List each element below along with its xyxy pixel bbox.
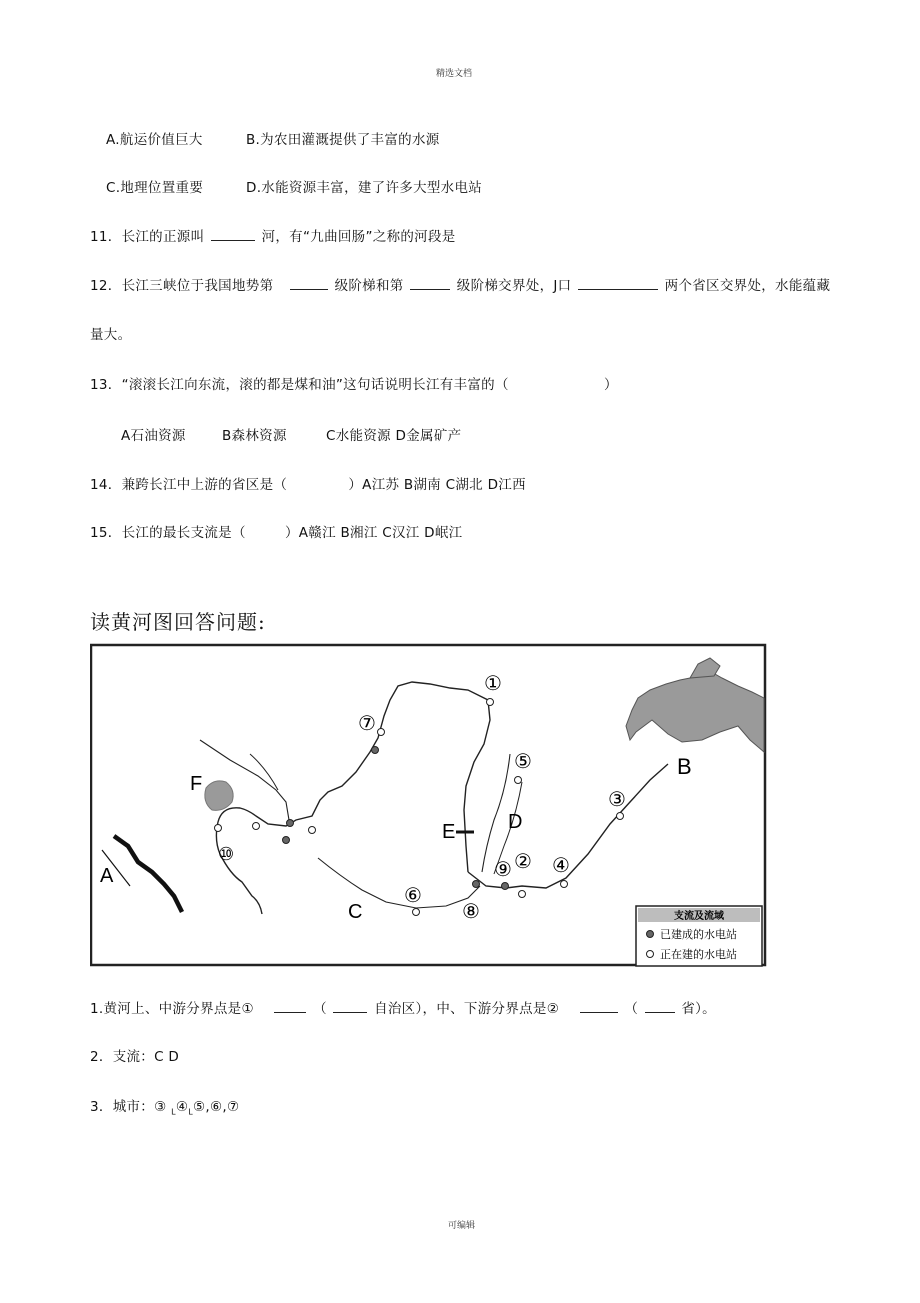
question-13-stem: 13．“滚滚长江向东流，滚的都是煤和油”这句话说明长江有丰富的（ <box>90 377 509 393</box>
legend-built-label: 已建成的水电站 <box>660 928 737 941</box>
answer-1-stem: 1.黄河上、中游分界点是① <box>90 1001 254 1017</box>
question-12-end: 两个省区交界处，水能蕴藏 <box>664 278 831 294</box>
answer-3-mid: ④ <box>175 1099 189 1115</box>
blank-11-1[interactable] <box>211 228 255 241</box>
blank-a1-4[interactable] <box>645 1000 675 1013</box>
legend-title: 支流及流域 <box>674 911 724 922</box>
answer-3-sep1: L <box>171 1107 176 1117</box>
map-number-9: ⑨ <box>494 857 512 881</box>
answer-1-paren2: （ <box>624 1001 639 1017</box>
answer-1-mid: 自治区），中、下游分界点是② <box>374 1001 560 1017</box>
station-open-2 <box>519 891 526 898</box>
question-14-stem: 14．兼跨长江中上游的省区是（ <box>90 477 288 493</box>
question-12-mid1: 级阶梯和第 <box>334 278 404 294</box>
station-open-6 <box>413 909 420 916</box>
blank-a1-1[interactable] <box>274 1000 306 1013</box>
question-12-line2: 量大。 <box>90 327 132 343</box>
map-number-10: ⑩ <box>218 844 235 865</box>
option-10-d: D.水能资源丰富，建了许多大型水电站 <box>246 180 483 196</box>
question-12-stem: 12．长江三峡位于我国地势第 <box>90 278 274 294</box>
station-open-5 <box>515 777 522 784</box>
blank-12-2[interactable] <box>410 277 450 290</box>
station-built-b <box>283 837 290 844</box>
answer-1-paren1: （ <box>313 1001 327 1017</box>
map-label-b: B <box>677 754 692 779</box>
map-legend <box>636 906 762 966</box>
map-number-1: ① <box>484 671 502 695</box>
legend-building-icon <box>647 951 654 958</box>
question-11-stem: 11．长江的正源叫 <box>90 229 205 245</box>
option-13-a: A石油资源 <box>121 428 186 444</box>
map-number-5: ⑤ <box>514 749 532 773</box>
option-10-a: A.航运价值巨大 <box>106 132 203 148</box>
answer-1 <box>90 997 716 1017</box>
option-13-cd: C水能资源 D金属矿产 <box>326 428 462 444</box>
map-number-8: ⑧ <box>462 899 480 923</box>
map-number-3: ③ <box>608 787 626 811</box>
question-12-mid2: 级阶梯交界处，J口 <box>456 278 572 294</box>
blank-a1-2[interactable] <box>333 1000 367 1013</box>
answer-3-end: ⑤,⑥,⑦ <box>193 1099 240 1115</box>
question-15-stem: 15．长江的最长支流是（ <box>90 525 246 541</box>
map-label-c: C <box>348 901 363 923</box>
map-number-7: ⑦ <box>358 711 376 735</box>
section-title: 读黄河图回答问题: <box>90 610 266 634</box>
station-open-3 <box>617 813 624 820</box>
station-built-a <box>287 820 294 827</box>
map-number-2: ② <box>514 849 532 873</box>
answer-3-sep2: L <box>188 1107 194 1117</box>
legend-built-icon <box>647 931 654 938</box>
option-13-b: B森林资源 <box>222 428 287 444</box>
station-open-4 <box>561 881 568 888</box>
map-label-d: D <box>508 811 523 833</box>
question-12 <box>90 274 830 294</box>
question-15 <box>90 521 462 541</box>
map-number-4: ④ <box>552 853 570 877</box>
station-open-7b <box>378 729 385 736</box>
station-open-b <box>253 823 260 830</box>
question-11 <box>90 225 456 245</box>
map-label-f: F <box>190 773 203 795</box>
blank-a1-3[interactable] <box>580 1000 618 1013</box>
question-13 <box>90 373 618 393</box>
question-14-options: ）A江苏 B湖南 C湖北 D江西 <box>348 477 526 493</box>
station-built-8 <box>473 881 480 888</box>
page-header: 精选文档 <box>436 69 473 79</box>
map-label-e: E <box>442 821 456 843</box>
station-built-9 <box>502 883 509 890</box>
question-11-rest: 河，有“九曲回肠”之称的河段是 <box>261 229 456 245</box>
lake-f <box>205 781 233 810</box>
question-14 <box>90 473 526 493</box>
legend-building-label: 正在建的水电站 <box>660 948 737 961</box>
question-13-close: ） <box>603 377 618 393</box>
yellow-river-map <box>90 640 768 970</box>
question-15-options: ）A赣江 B湘江 C汉江 D岷江 <box>284 525 463 541</box>
map-label-a: A <box>100 865 114 887</box>
station-open-1 <box>487 699 494 706</box>
answer-1-end: 省）。 <box>681 1001 716 1017</box>
station-open-d <box>215 825 222 832</box>
answer-3-stem: 3．城市：③ <box>90 1099 167 1115</box>
option-10-b: B.为农田灌溉提供了丰富的水源 <box>246 132 440 148</box>
station-built-7 <box>372 747 379 754</box>
station-open-c <box>309 827 316 834</box>
map-number-6: ⑥ <box>404 883 422 907</box>
answer-2: 2．支流：C D <box>90 1049 180 1065</box>
blank-12-1[interactable] <box>290 277 328 290</box>
answer-3 <box>90 1095 239 1117</box>
option-10-c: C.地理位置重要 <box>106 180 204 196</box>
page-footer: 可编辑 <box>448 1221 476 1231</box>
blank-12-3[interactable] <box>578 277 658 290</box>
